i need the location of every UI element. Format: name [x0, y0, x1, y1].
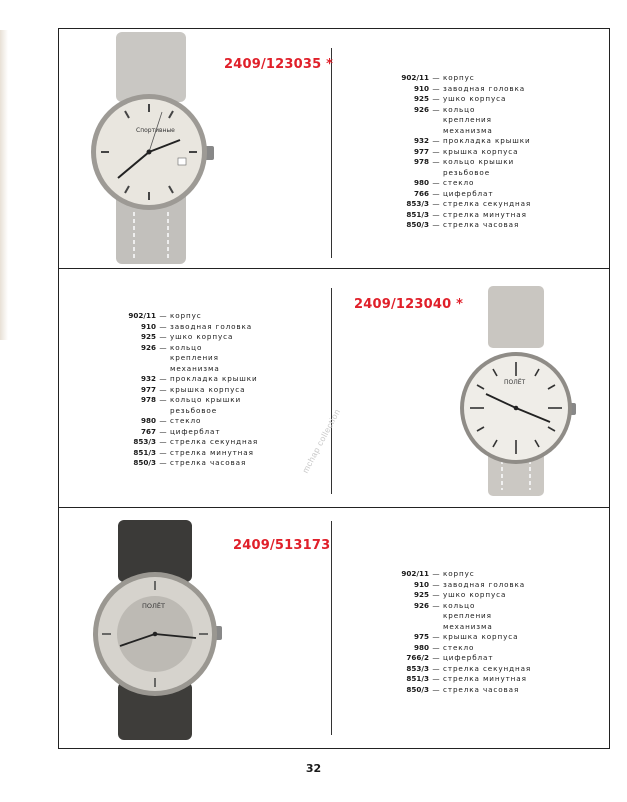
dial-brand-123040: ПОЛЁТ [504, 379, 526, 386]
part-row: 926 — кольцо крепления механизма [397, 601, 531, 633]
part-name: стекло [443, 642, 475, 652]
part-name: кольцо крышки резьбовое [170, 395, 242, 415]
column-divider-3 [331, 521, 332, 735]
part-name: кольцо крепления механизма [443, 104, 493, 135]
part-row: 902/11 — корпус [124, 311, 258, 322]
part-name: кольцо крышки резьбовое [443, 157, 515, 177]
part-code: 910 [413, 83, 429, 93]
part-name: прокладка крышки [443, 136, 531, 145]
model-number-513173: 2409/513173 [233, 538, 331, 553]
part-row: 851/3 — стрелка минутная [124, 448, 258, 459]
part-code: 853/3 [406, 199, 429, 208]
part-row: 851/3 — стрелка минутная [397, 210, 531, 221]
watermark: mchap collection [300, 407, 343, 475]
part-code: 853/3 [406, 663, 429, 673]
part-code: 851/3 [406, 209, 429, 219]
part-row: 977 — крышка корпуса [124, 385, 258, 396]
model-number-123035: 2409/123035 * [224, 57, 334, 72]
part-row: 767 — циферблат [124, 427, 258, 438]
part-name: стрелка секундная [443, 663, 532, 673]
part-name: заводная головка [170, 321, 253, 331]
part-code: 932 [413, 136, 429, 145]
part-code: 851/3 [406, 674, 429, 683]
part-name: корпус [443, 569, 475, 578]
part-name: прокладка крышки [170, 374, 258, 383]
part-name: стрелка секундная [170, 437, 259, 446]
part-name: стрелка секундная [443, 199, 532, 208]
part-code: 975 [413, 632, 429, 641]
part-code: 926 [140, 342, 156, 352]
part-row: 853/3 — стрелка секундная [397, 664, 531, 675]
part-name: заводная головка [443, 579, 526, 589]
part-row: 977 — крышка корпуса [397, 147, 531, 158]
part-code: 977 [413, 146, 429, 156]
part-name: корпус [443, 73, 475, 82]
part-name: стрелка часовая [443, 684, 520, 694]
watch-illustration-123035 [76, 32, 226, 264]
part-row: 910 — заводная головка [397, 580, 531, 591]
part-row: 925 — ушко корпуса [124, 332, 258, 343]
part-row: 932 — прокладка крышки [397, 136, 531, 147]
model-number-123040: 2409/123040 * [354, 297, 464, 312]
part-code: 766 [413, 188, 429, 198]
part-row: 980 — стекло [397, 178, 531, 189]
part-code: 850/3 [406, 684, 429, 694]
part-name: стрелка часовая [170, 458, 247, 467]
page-edge-shadow [0, 30, 8, 340]
part-code: 766/2 [406, 653, 429, 662]
part-row: 766 — циферблат [397, 189, 531, 200]
part-code: 850/3 [133, 458, 156, 467]
part-name: ушко корпуса [443, 94, 507, 103]
part-code: 925 [413, 590, 429, 599]
part-row: 910 — заводная головка [397, 84, 531, 95]
watch-illustration-123040 [452, 286, 582, 496]
part-code: 926 [413, 104, 429, 114]
part-name: заводная головка [443, 83, 526, 93]
part-row: 853/3 — стрелка секундная [397, 199, 531, 210]
part-row: 975 — крышка корпуса [397, 632, 531, 643]
part-name: циферблат [170, 426, 221, 436]
part-code: 767 [140, 426, 156, 436]
part-code: 980 [140, 416, 156, 425]
part-name: корпус [170, 311, 202, 320]
part-name: кольцо крепления механизма [443, 600, 493, 631]
part-name: кольцо крепления механизма [170, 342, 220, 373]
part-row: 850/3 — стрелка часовая [397, 220, 531, 231]
part-row: 853/3 — стрелка секундная [124, 437, 258, 448]
part-name: крышка корпуса [170, 384, 246, 394]
page-number: 32 [305, 762, 322, 775]
part-code: 932 [140, 374, 156, 383]
part-row: 851/3 — стрелка минутная [397, 674, 531, 685]
part-row: 925 — ушко корпуса [397, 590, 531, 601]
part-row: 932 — прокладка крышки [124, 374, 258, 385]
part-code: 925 [413, 94, 429, 103]
section-divider-2 [58, 507, 610, 508]
part-name: циферблат [443, 653, 494, 662]
part-name: стрелка минутная [443, 209, 527, 219]
part-code: 978 [140, 395, 156, 404]
part-code: 977 [140, 384, 156, 394]
part-name: стрелка минутная [170, 447, 254, 457]
part-name: стекло [170, 416, 202, 425]
section-divider-1 [58, 268, 610, 269]
part-row: 902/11 — корпус [397, 73, 531, 84]
part-code: 925 [140, 332, 156, 341]
part-row: 926 — кольцо крепления механизма [397, 105, 531, 137]
watch-illustration-513173 [80, 520, 230, 740]
part-code: 980 [413, 178, 429, 187]
part-name: стрелка часовая [443, 220, 520, 229]
part-row: 910 — заводная головка [124, 322, 258, 333]
part-code: 902/11 [401, 569, 429, 578]
part-code: 926 [413, 600, 429, 610]
part-code: 853/3 [133, 437, 156, 446]
part-code: 910 [140, 321, 156, 331]
parts-list-123040 [124, 311, 258, 469]
part-code: 902/11 [128, 311, 156, 320]
part-row: 980 — стекло [124, 416, 258, 427]
parts-list-513173 [397, 569, 531, 695]
part-name: крышка корпуса [443, 146, 519, 156]
part-code: 902/11 [401, 73, 429, 82]
part-name: ушко корпуса [170, 332, 234, 341]
part-row: 978 — кольцо крышки резьбовое [124, 395, 258, 416]
part-name: крышка корпуса [443, 632, 519, 641]
dial-brand-513173: ПОЛЁТ [142, 602, 165, 610]
part-row: 766/2 — циферблат [397, 653, 531, 664]
part-code: 910 [413, 579, 429, 589]
part-code: 978 [413, 157, 429, 166]
parts-list-123035 [397, 73, 531, 231]
part-code: 850/3 [406, 220, 429, 229]
part-row: 926 — кольцо крепления механизма [124, 343, 258, 375]
part-name: циферблат [443, 188, 494, 198]
part-name: стекло [443, 178, 475, 187]
part-row: 902/11 — корпус [397, 569, 531, 580]
column-divider-1 [331, 48, 332, 258]
part-code: 980 [413, 642, 429, 652]
part-row: 850/3 — стрелка часовая [397, 685, 531, 696]
part-name: ушко корпуса [443, 590, 507, 599]
part-row: 980 — стекло [397, 643, 531, 654]
part-row: 925 — ушко корпуса [397, 94, 531, 105]
part-row: 978 — кольцо крышки резьбовое [397, 157, 531, 178]
part-name: стрелка минутная [443, 674, 527, 683]
part-code: 851/3 [133, 447, 156, 457]
column-divider-2 [331, 288, 332, 494]
dial-brand-123035: Спортивные [136, 127, 175, 134]
part-row: 850/3 — стрелка часовая [124, 458, 258, 469]
